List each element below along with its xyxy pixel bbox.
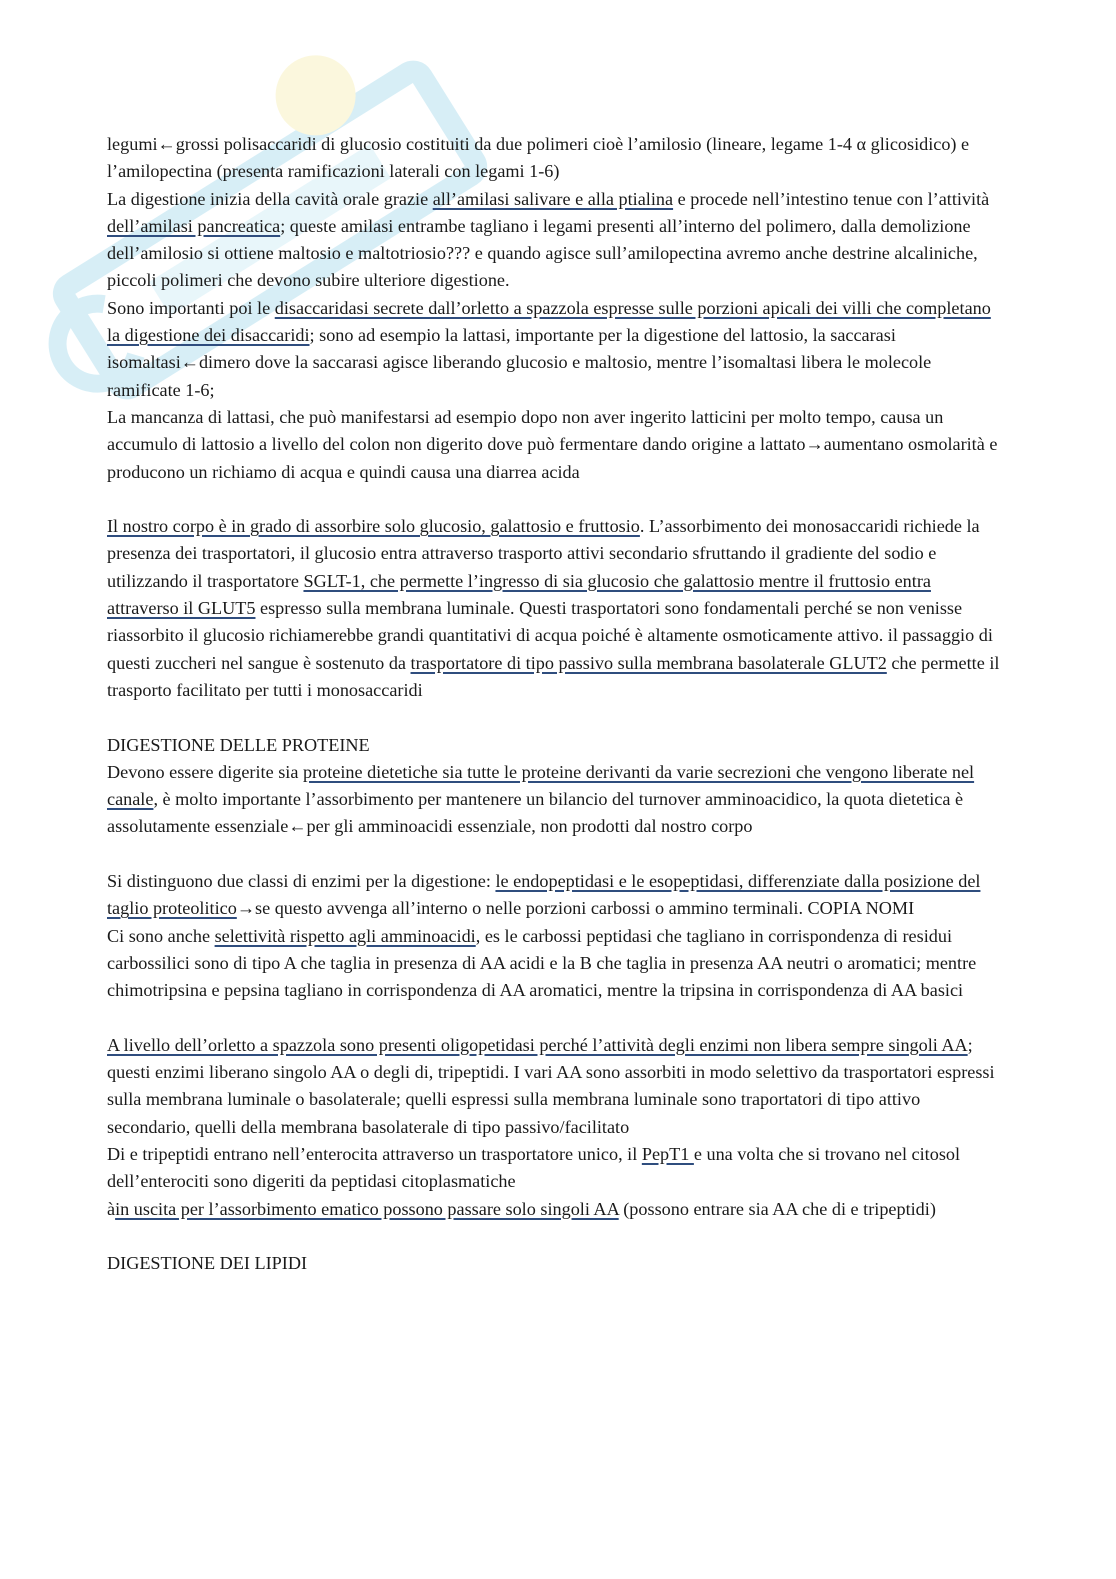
arrow-right-icon: → xyxy=(805,434,824,455)
paragraph: Sono importanti poi le disaccaridasi secrete dall’orletto a spazzola espresse sulle porzioni apicali dei villi che completano la digestione dei disaccaridi; sono ad esempio la lattasi, importante per la digestione del lattosio, la saccarasi isomaltasi←dimero dove la saccarasi agisce liberando glucosio e maltosio, mentre l’isomaltasi libera le molecole ramificate 1-6; xyxy=(107,297,991,400)
paragraph: A livello dell’orletto a spazzola sono presenti oligopetidasi perché l’attività degli enzimi non libera sempre singoli AA; questi enzimi liberano singolo AA o degli di, tripeptidi. I vari AA sono assorbiti in modo selettivo da trasportatori espressi sulla membrana luminale o basolaterale; quelli espressi sulla membrana luminale sono traportatori di tipo attivo secondario, quelli della membrana basolaterale di tipo passivo/facilitato xyxy=(107,1034,995,1137)
paragraph: Si distinguono due classi di enzimi per la digestione: le endopeptidasi e le esopeptidasi, differenziate dalla posizione del taglio proteolitico→se questo avvenga all’interno o nelle porzioni carbossi o ammino terminali. COPIA NOMI xyxy=(107,871,981,919)
paragraph: Ci sono anche selettività rispetto agli amminoacidi, es le carbossi peptidasi che tagliano in corrispondenza di residui carbossilici sono di tipo A che taglia in presenza di AA acidi e la B che taglia in presenza AA neutri o aromatici; mentre chimotripsina e pepsina tagliano in corrispondenza di AA aromatici, mentre la tripsina in corrispondenza di AA basici xyxy=(107,925,977,1001)
underlined-text: A livello dell’orletto a spazzola sono presenti oligopetidasi perché l’attività degli enzimi non libera sempre singoli AA xyxy=(107,1034,968,1055)
underlined-text: Il nostro corpo è in grado di assorbire solo glucosio, galattosio e fruttosio xyxy=(107,516,640,537)
section-heading: DIGESTIONE DELLE PROTEINE xyxy=(107,734,370,755)
underlined-text: SGLT-1, che permette l’ingresso di sia glucosio che galattosio mentre il fruttosio entra attraverso il GLUT5 xyxy=(107,570,931,619)
paragraph: La mancanza di lattasi, che può manifestarsi ad esempio dopo non aver ingerito latticini per molto tempo, causa un accumulo di lattosio a livello del colon non digerito dove può fermentare dando origine a lattato→aumentano osmolarità e producono un richiamo di acqua e quindi causa una diarrea acida xyxy=(107,406,998,482)
arrow-left-icon: ← xyxy=(157,134,176,154)
underlined-text: proteine dietetiche sia tutte le proteine derivanti da varie secrezioni che vengono liberate nel canale xyxy=(107,761,975,810)
paragraph: Devono essere digerite sia proteine dietetiche sia tutte le proteine derivanti da varie secrezioni che vengono liberate nel canale, è molto importante l’assorbimento per mantenere un bilancio del turnover amminoacidico, la quota dietetica è assolutamente essenziale←per gli amminoacidi essenziale, non prodotti dal nostro corpo xyxy=(107,761,975,837)
paragraph: Il nostro corpo è in grado di assorbire solo glucosio, galattosio e fruttosio. L’assorbimento dei monosaccaridi richiede la presenza dei trasportatori, il glucosio entra attraverso trasporto attivi secondario sfruttando il gradiente del sodio e utilizzando il trasportatore SGLT-1, che permette l’ingresso di sia glucosio che galattosio mentre il fruttosio entra attraverso il GLUT5 espresso sulla membrana luminale. Questi trasportatori sono fondamentali perché se non venisse riassorbito il glucosio richiamerebbe grandi quantitativi di acqua poiché è altamente osmoticamente attivo. il passaggio di questi zuccheri nel sangue è sostenuto da trasportatore di tipo passivo sulla membrana basolaterale GLUT2 che permette il trasporto facilitato per tutti i monosaccaridi xyxy=(107,516,1000,700)
underlined-text: disaccaridasi secrete dall’orletto a spazzola espresse sulle porzioni apicali dei villi che completano la digestione dei disaccaridi xyxy=(107,297,991,346)
section-heading: DIGESTIONE DEI LIPIDI xyxy=(107,1253,308,1274)
arrow-left-icon: ← xyxy=(180,352,199,373)
underlined-text: dell’amilasi pancreatica xyxy=(107,215,281,236)
arrow-right-icon: → xyxy=(236,898,255,919)
underlined-text: in uscita per l’assorbimento ematico possono passare solo singoli AA xyxy=(115,1198,619,1219)
underlined-text: all’amilasi salivare e alla ptialina xyxy=(432,188,674,209)
arrow-left-icon: ← xyxy=(288,816,307,837)
underlined-text: selettività rispetto agli amminoacidi xyxy=(214,925,476,946)
paragraph: legumi←grossi polisaccaridi di glucosio costituiti da due polimeri cioè l’amilosio (lineare, legame 1-4 α glicosidico) e l’amilopectina (presenta ramificazioni laterali con legami 1-6) xyxy=(107,134,970,182)
paragraph: La digestione inizia della cavità orale grazie all’amilasi salivare e alla ptialina e procede nell’intestino tenue con l’attività dell’amilasi pancreatica; queste amilasi entrambe tagliano i legami presenti all’interno del polimero, dalla demolizione dell’amilosio si ottiene maltosio e maltotriosio??? e quando agisce sull’amilopectina avremo anche destrine alcaliniche, piccoli polimeri che devono subire ulteriore digestione. xyxy=(107,188,990,291)
underlined-text: trasportatore di tipo passivo sulla membrana basolaterale GLUT2 xyxy=(410,652,887,673)
paragraph: àin uscita per l’assorbimento ematico possono passare solo singoli AA (possono entrare sia AA che di e tripeptidi) xyxy=(107,1198,936,1219)
underlined-text: PepT1 xyxy=(641,1143,694,1164)
underlined-text: le endopeptidasi e le esopeptidasi, differenziate dalla posizione del taglio proteolitico xyxy=(107,871,981,919)
paragraph: Di e tripeptidi entrano nell’enterocita attraverso un trasportatore unico, il PepT1 e una volta che si trovano nel citosol dell’enterociti sono digeriti da peptidasi citoplasmatiche xyxy=(107,1143,961,1192)
document-body xyxy=(107,131,1007,1277)
